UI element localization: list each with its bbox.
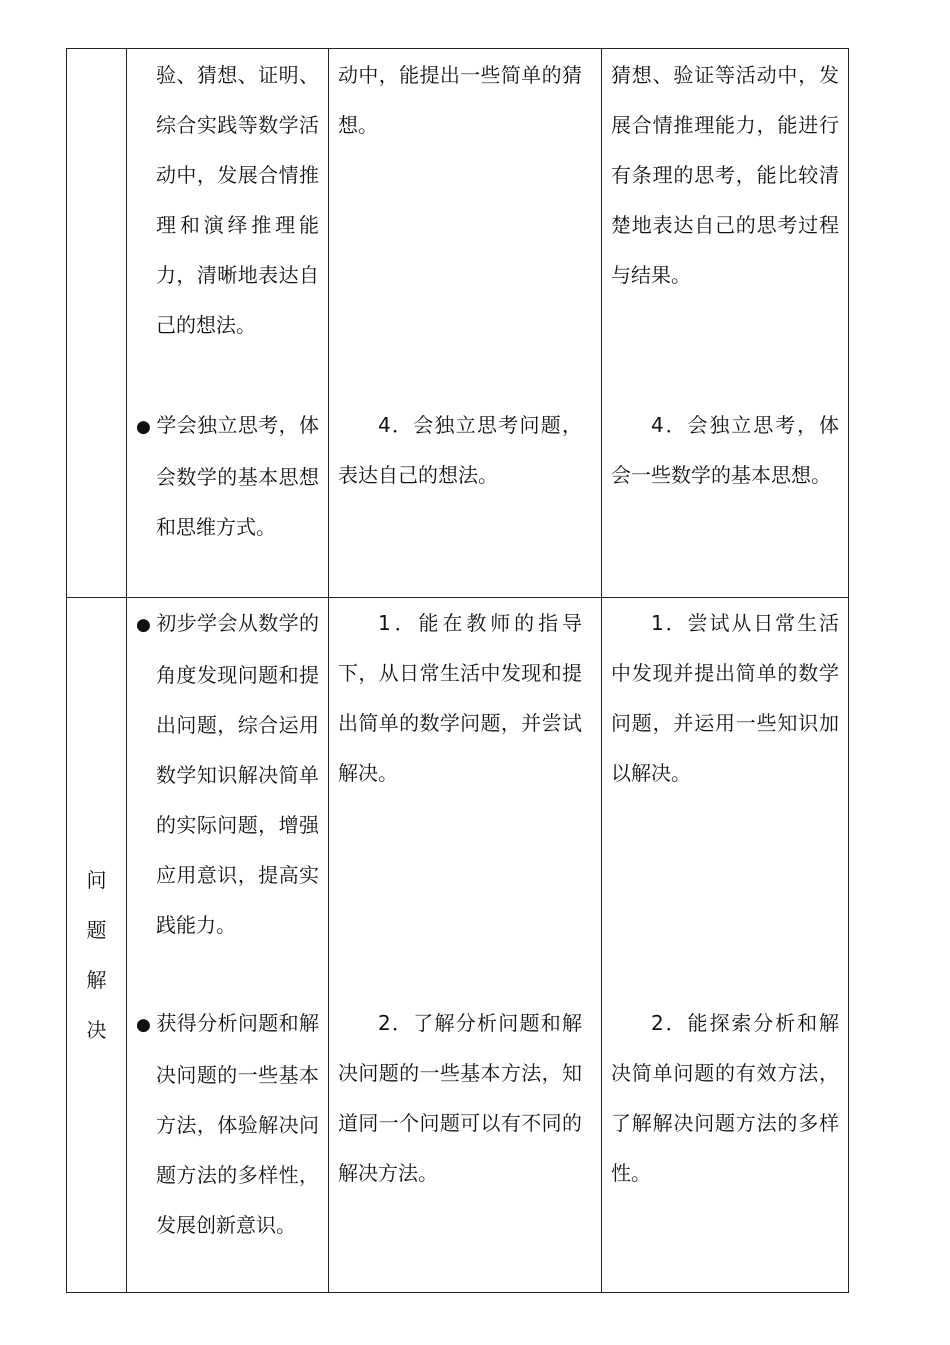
stage1-cell (329, 49, 602, 598)
goal-bullet-text: 初步学会从数学的角度发现问题和提出问题，综合运用数学知识解决简单的实际问题，增强应用意识，提高实践能力。 (156, 611, 319, 937)
stage1-text-continued: 动中，能提出一些简单的猜想。 (338, 63, 582, 137)
area-label-problem-solving: 问题解决 (86, 868, 107, 1042)
area-label (67, 49, 126, 50)
stage2-cell (602, 598, 849, 1293)
bullet-icon: ● (136, 417, 151, 437)
goal-bullet-text: 获得分析问题和解决问题的一些基本方法，体验解决问题方法的多样性，发展创新意识。 (156, 1011, 319, 1237)
goal-bullet-item (136, 400, 319, 552)
stage1-cell (329, 598, 602, 1293)
table-row-continued (67, 49, 849, 598)
curriculum-standards-table (66, 48, 849, 1293)
goal-cell (127, 49, 329, 598)
goal-bullet-item (136, 998, 319, 1250)
stage2-text-continued: 猜想、验证等活动中，发展合情推理能力，能进行有条理的思考，能比较清楚地表达自己的思考过程与结果。 (611, 63, 839, 287)
stage1-item: 2．了解分析问题和解决问题的一些基本方法，知道同一个问题可以有不同的解决方法。 (338, 1011, 582, 1185)
goal-cell (127, 598, 329, 1293)
goal-bullet-item (136, 598, 319, 950)
area-cell-empty (67, 49, 127, 598)
stage1-item: 1．能在教师的指导下，从日常生活中发现和提出简单的数学问题，并尝试解决。 (338, 611, 582, 785)
table-row-problem-solving (67, 598, 849, 1293)
stage1-item: 4．会独立思考问题，表达自己的想法。 (338, 413, 582, 487)
stage2-cell (602, 49, 849, 598)
bullet-icon: ● (136, 1015, 151, 1035)
goal-bullet-text: 学会独立思考，体会数学的基本思想和思维方式。 (156, 413, 319, 539)
bullet-icon: ● (136, 615, 151, 635)
stage2-item: 4．会独立思考，体会一些数学的基本思想。 (611, 413, 839, 487)
area-cell (67, 598, 127, 1293)
stage2-item: 1．尝试从日常生活中发现并提出简单的数学问题，并运用一些知识加以解决。 (611, 611, 839, 785)
stage2-item: 2．能探索分析和解决简单问题的有效方法，了解解决问题方法的多样性。 (611, 1011, 839, 1185)
goal-text-continued: 验、猜想、证明、综合实践等数学活动中，发展合情推理和演绎推理能力，清晰地表达自己的想法。 (156, 63, 319, 337)
